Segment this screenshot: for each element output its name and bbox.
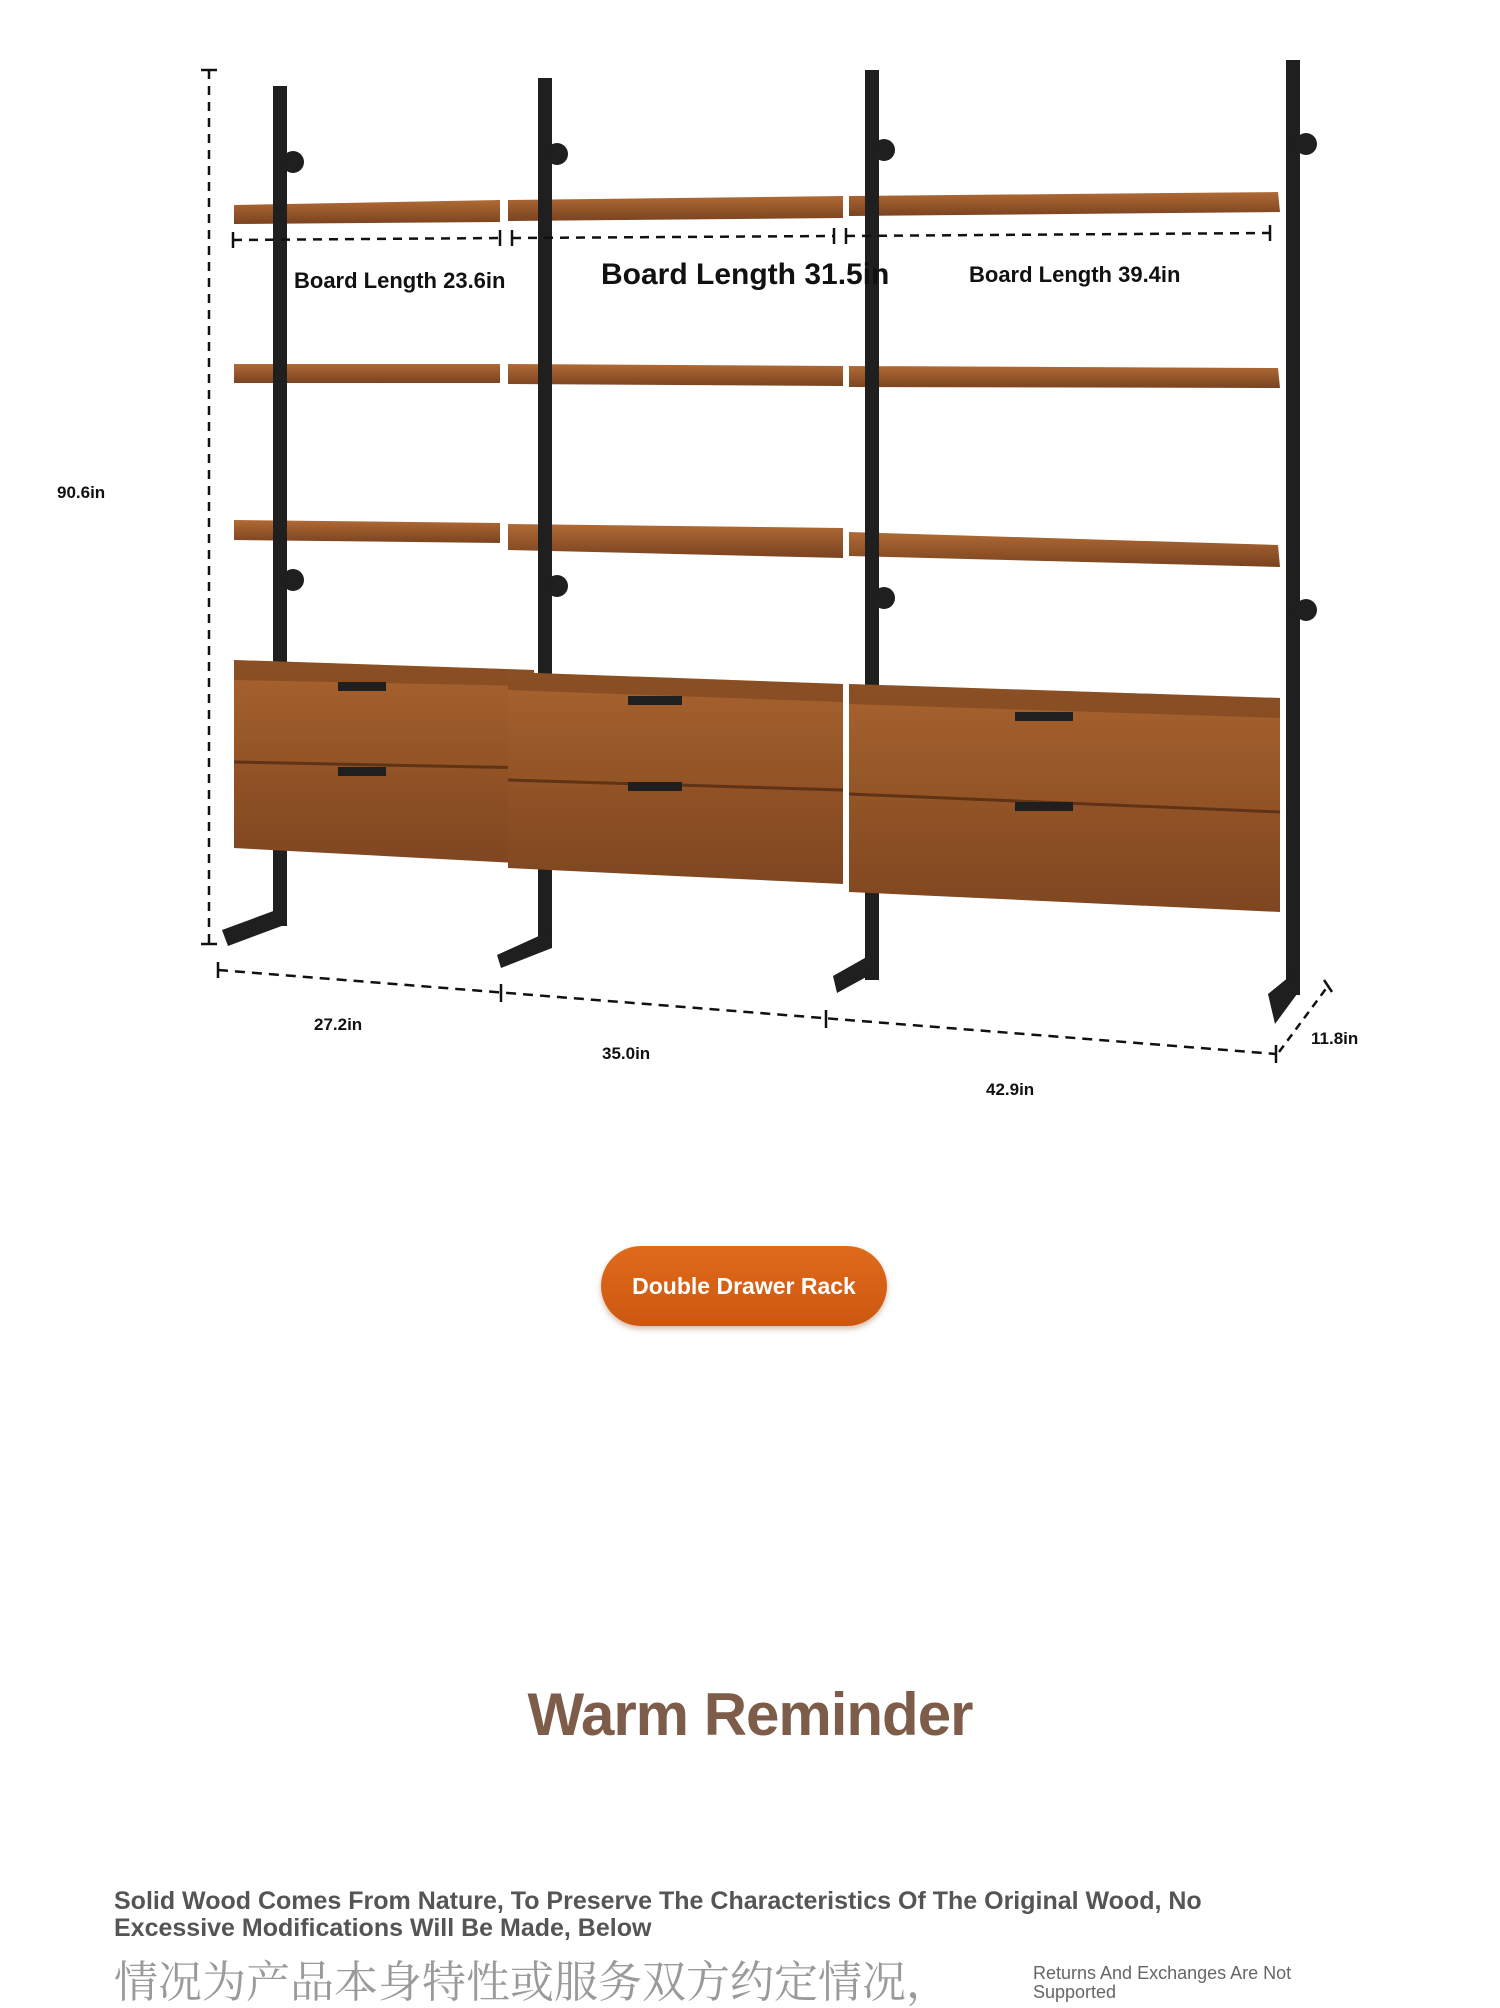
board-length-middle: Board Length 31.5in <box>601 258 890 291</box>
board-length-left: Board Length 23.6in <box>294 268 506 293</box>
width-right: 42.9in <box>986 1080 1035 1099</box>
width-left: 27.2in <box>314 1015 363 1034</box>
returns-note: Returns And Exchanges Are Not Supported <box>1033 1963 1292 2002</box>
shelf-boards <box>234 192 1280 567</box>
board-length-right: Board Length 39.4in <box>969 262 1181 287</box>
height-label: 90.6in <box>57 483 106 502</box>
double-drawer-rack-button[interactable]: Double Drawer Rack <box>601 1246 887 1326</box>
drawer-cabinets <box>234 660 1280 912</box>
warm-reminder-heading: Warm Reminder <box>527 1681 973 1748</box>
reminder-cjk-text: 情况为产品本身特性或服务双方约定情况， <box>114 1957 950 2008</box>
reminder-body-text: Solid Wood Comes From Nature, To Preserve The Characteristics Of The Original Wood, No Excessive Modifications Will Be Made, Below <box>114 1887 1202 1942</box>
depth-label: 11.8in <box>1311 1029 1359 1048</box>
width-middle: 35.0in <box>602 1044 651 1063</box>
